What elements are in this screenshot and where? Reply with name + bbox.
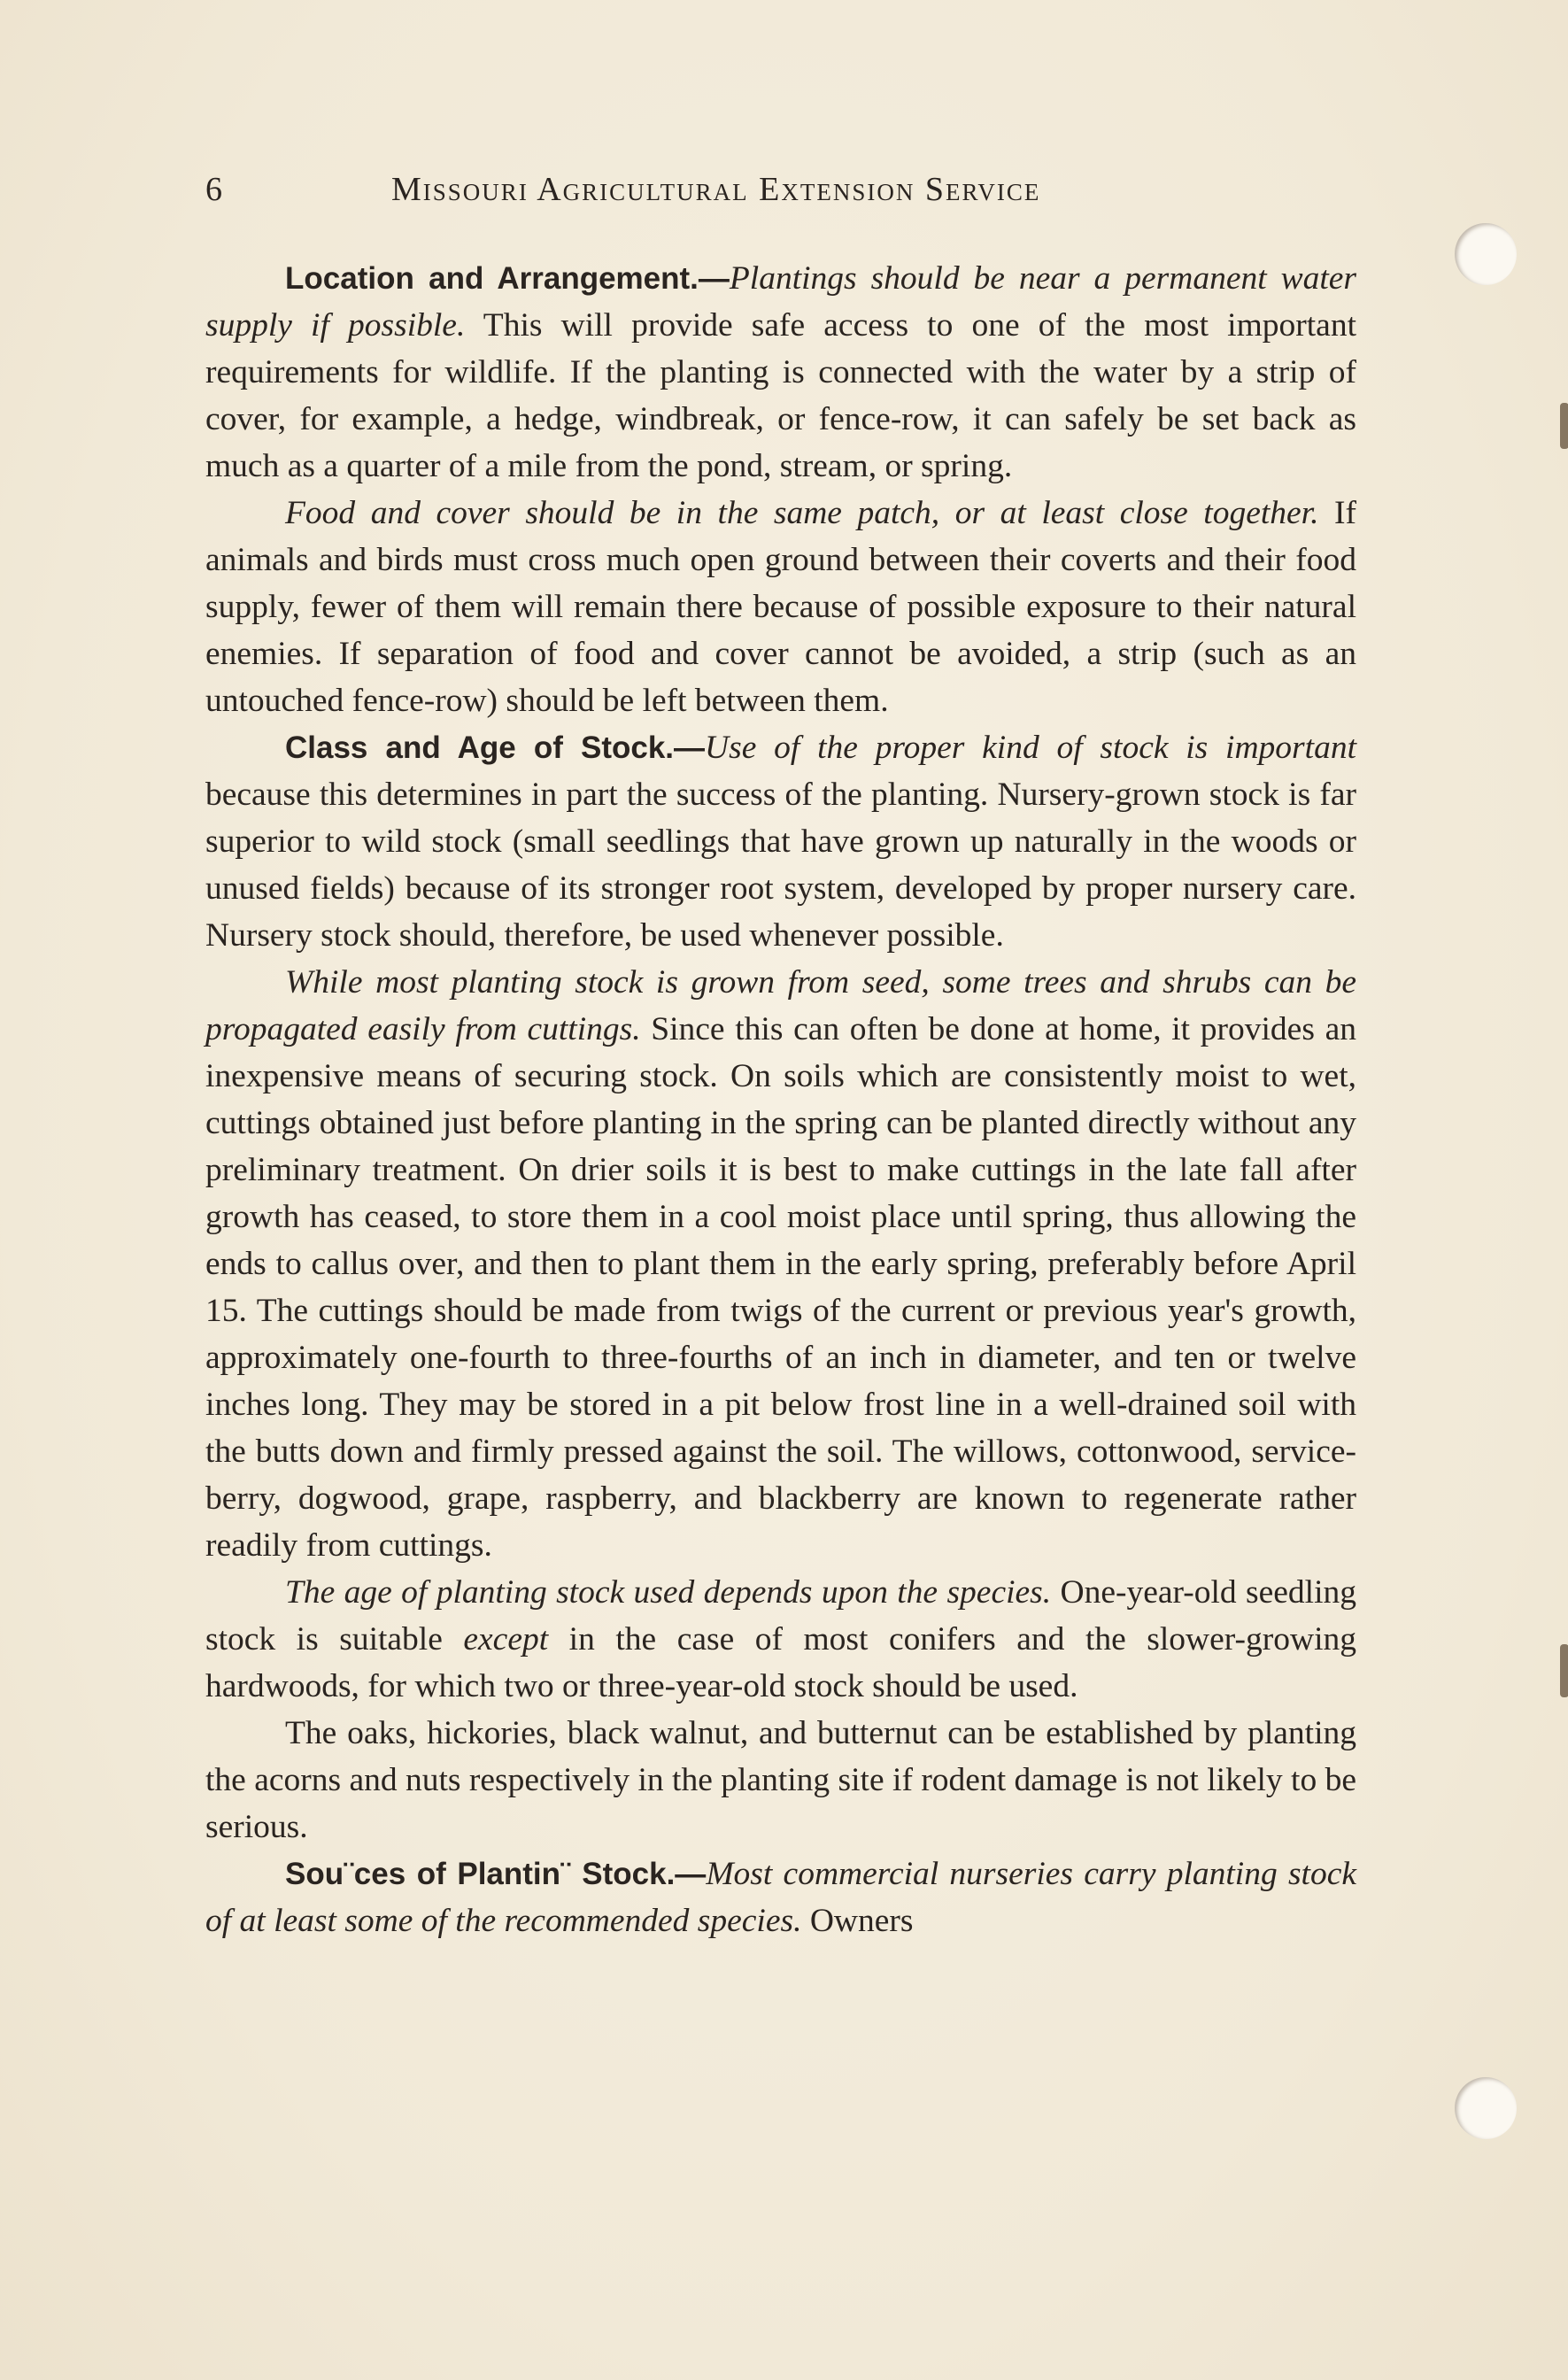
paragraph-text: The oaks, hickories, black walnut, and butternut can be established by planting the acorns and nuts respectively in the planting site if rodent damage is not likely to be serious. [205,1715,1356,1845]
section-heading-sources: Sou¨ces of Plantin¨ Stock.— [285,1857,707,1891]
paragraph-text: Since this can often be done at home, it provides an inexpensive means of securing stock. On soils which are consistently moist to wet, cuttings obtained just before planting in the spring can be planted directly without any preliminary treatment. On drier soils it is best to make cuttings in the late fall after growth has ceased, to store them in a cool moist place until spring, thus allowing the ends to callus over, and then to plant them in the early spring, preferably before April 15. The cuttings should be made from twigs of the current or previous year's growth, approximately one-fourth to three-fourths of an inch in diameter, and ten or twelve inches long. They may be stored in a pit below frost line in a well-drained soil with the butts down and firmly pressed against the soil. The willows, cottonwood, service-berry, dogwood, grape, raspberry, and blackberry are known to regenerate rather readily from cuttings. [205,1011,1356,1564]
paragraph-oaks [205,1710,1356,1851]
emphasis-text: While most planting stock is grown from seed, some trees and shrubs can be propagated easily from cuttings. [205,964,1356,1047]
emphasis-text: Most commercial nurseries carry planting stock of at least some of the recommended species. [205,1856,1356,1939]
emphasis-text: Plantings should be near a permanent water supply if possible. [205,260,1356,344]
paragraph-text: If animals and birds must cross much open ground between their coverts and their food supply, fewer of them will remain there because of possible exposure to their natural enemies. If separation of food and cover cannot be avoided, a strip (such as an untouched fence-row) should be left between them. [205,495,1357,719]
running-head: Missouri Agricultural Extension Service [391,171,1041,208]
paragraph-food-cover [205,490,1356,724]
paragraph-text: in the case of most conifers and the slower-growing hardwoods, for which two or three-year-old stock should be used. [205,1621,1356,1704]
emphasis-text: Food and cover should be in the same patch, or at least close together. [285,495,1319,531]
emphasis-text: Use of the proper kind of stock is important [705,730,1356,766]
paragraph-age-stock [205,1569,1356,1710]
paragraph-text: Owners [801,1903,914,1939]
paragraph-text: This will provide safe access to one of the most important requirements for wildlife. If the planting is connected with the water by a strip of cover, for example, a hedge, windbreak, or fence-row, it can safely be set back as much as a quarter of a mile from the pond, stream, or spring. [205,307,1356,484]
paragraph-location [205,255,1356,490]
paragraph-cuttings [205,959,1356,1569]
binder-hole-top [1455,223,1517,285]
section-heading-class-age: Class and Age of Stock.— [285,730,706,765]
paragraph-sources [205,1851,1356,1944]
emphasis-text: except [463,1621,549,1658]
emphasis-text: The age of planting stock used depends upon the species. [285,1574,1052,1611]
page-header [205,170,1383,214]
page-number: 6 [205,171,223,208]
paragraph-class-age [205,724,1356,959]
paragraph-text: because this determines in part the success of the planting. Nursery-grown stock is far superior to wild stock (small seedlings that have grown up naturally in the woods or unused fields) because of its stronger root system, developed by proper nursery care. Nursery stock should, therefore, be used whenever possible. [205,777,1356,954]
body-text [205,255,1356,1944]
edge-binding-mark [1560,403,1568,449]
edge-binding-mark [1560,1644,1568,1697]
paragraph-text: One-year-old seedling stock is suitable [205,1574,1356,1658]
binder-hole-bottom [1455,2077,1517,2139]
section-heading-location: Location and Arrangement.— [285,261,730,296]
